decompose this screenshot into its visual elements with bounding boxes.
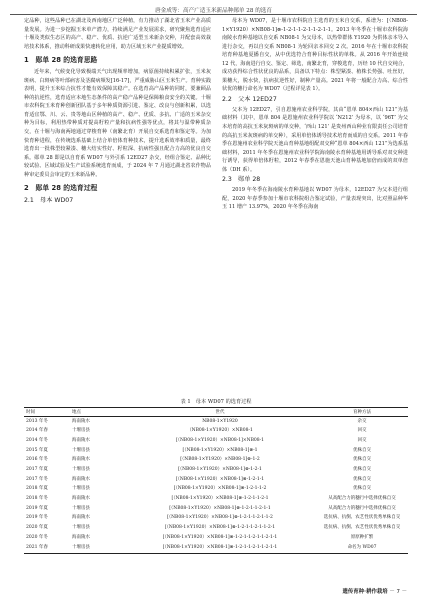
cell-generation: [（NB08-1×Y1920）×NB08-1]⊗-1-2-1-1-2-1-1-2-1-1 [162,534,278,540]
table-caption: 表 1 母本 WD07 的选育过程 [180,399,252,405]
cell-generation: （NB08-1×Y1920）×NB08-1 [187,428,253,434]
cell-generation: [（NB08-1×Y1920）×NB08-1]×NB08-1 [175,437,265,443]
table-row [24,485,408,495]
section-heading: 1 郧单 28 的选育思路 [24,56,98,65]
cell-method: 回交 [357,437,367,443]
cell-time: 2021 年春 [24,543,70,553]
cell-generation: [（NB08-1×Y1920）×NB08-1]⊗-1-2-1-1-2-1-1 [169,505,271,511]
column-header-generation: 世代 [124,408,316,417]
cell-location: 海南陵水 [72,418,90,424]
cell-time: 2018 年冬 [26,496,48,502]
cell-generation: [（NB08-1×Y1920）×NB08-1]⊗-1-2-1-1-2-1-1-2-1 [164,525,276,531]
cell-location: 十堰房县 [70,543,124,553]
cell-method: 回交 [357,428,367,434]
page-footer [342,587,407,595]
paragraph: 父本为 12ED27，引自恩施州农业科学院，其由“恩单 804×西山 121”为基础材料（其中，恩单 804 是恩施州农业科学院以 ‘N212’ 为母本，以 ‘96T’ 为父本培育的高抗玉米灰斑病的单交种，‘西山 121’ 是贵州西山种业有限责任公司培育的高抗玉米灰斑病的单交种），采用单倍体诱导技术培育而成的自交系。2011 年春季在恩施州农业科学院天池山育种基地组配双交种“恩单 804×西山 121”为选系基础材料，2011 年冬季在恩施州农业科学院海南陵水育种基地用诱导系对双交种进行诱导，获得单倍体籽粒，2012 年春季在恩施天池山育种基地加倍而成的双单倍体（DH 系）。 [222,106,408,173]
cell-method: 优株自交 [353,467,371,473]
cell-generation: [（NB08-1×Y1920）×NB08-1]⊗-1-2-1-1-2-1-1-2-1-1 [124,543,316,553]
table-row [24,446,408,456]
cell-generation: NB08-1×Y1920 [202,418,238,424]
cell-generation: [（NB08-1×Y1920）×NB08-1]⊗-1-2-1-1-2 [173,486,267,492]
cell-method: 从高配合力的穗行中选择优株自交 [328,505,396,511]
table-header-row [24,408,408,417]
cell-method: 选抗病、抗倒、农艺性状优秀单株自交 [323,515,401,521]
cell-generation: [（NB08-1×Y1920）×NB08-1]⊗-1-2-1-1 [175,476,265,482]
cell-location: 十堰房县 [72,428,90,434]
cell-method: 命名为 WD07 [316,543,408,553]
journal-section: 遗传育种·耕作栽培 [342,589,388,595]
cell-time: 2019 年冬 [26,515,48,521]
table-row [24,427,408,437]
cell-location: 十堰房县 [72,505,90,511]
cell-method: 优株自交 [353,486,371,492]
table-row [24,436,408,446]
cell-time: 2019 年夏 [26,505,48,511]
table-row [24,495,408,505]
table-1 [24,398,408,554]
cell-generation: [（NB08-1×Y1920）×NB08-1]⊗-1 [182,447,258,453]
cell-method: 选抗病、抗倒、农艺性状优秀单株自交 [323,525,401,531]
column-header-method: 育种方法 [316,408,408,417]
breeding-process-table [24,407,408,554]
cell-time: 2020 年冬 [26,534,48,540]
paragraph: 母本为 WD07，是十堰市农科院自主选育的玉米自交系，系谱为：[（NB08-1×Y1920）×NB08-1]⊗-1-2-1-1-2-1-1-2-1-1。2013 年冬季在十堰市农科院海南陵水育种基地以自交系 NB08-1 为父母本，以热带群体 Y1920 为供体亲本导入进行杂交，再以自交系 NB08-1 为轮回亲本回交 2 次。2016 年在十堰市农科院培育种基地夏播自交，从中优选符合育种目标性状的单株。从 2016 年开始连续 12 代，海南进行自交、鉴定、筛选，南繁北育，穿梭选育，历经 10 代自交纯合，成功获得综合性状优良的品系，具备以下特点：株型紧凑、植株长势强、吐丝好，果穗大，脱水快，抗病抗逆性好，制种产量高。2021 年将一般配合力高、综合性状优的穗行命名为 WD07（过程详见表 1）。 [222,18,408,93]
left-column [24,17,211,207]
paragraph: 2019 年冬季在海南陵水育种基地以 WD07 为母本，12ED27 为父本进行组配，2020 年春季参加十堰市农科院组合鉴定试验，产量表现突出，比对照品种华玉 11 增产 13.97%，2020 年冬季在海南 [222,187,408,211]
cell-location: 海南陵水 [72,515,90,521]
table-row [24,514,408,524]
subsection-heading: 2.1 母本 WD07 [24,197,74,205]
cell-time: 2014 年春 [26,428,48,434]
page-number: － 7 － [389,589,407,595]
cell-time: 2017 年夏 [26,467,48,473]
section-heading: 2 郧单 28 的选育过程 [24,184,98,193]
cell-method: 杂交 [357,418,367,424]
cell-time: 2018 年夏 [26,486,48,492]
running-header: 唐金成等：高产广适玉米新品种郧单 28 的选育 [155,8,272,14]
paragraph: 定品种，这些品种已在湖北及西南地区广泛种植，有力推动了湖北省玉米产业高质量发展。为进一步挖掘玉米单产潜力，持续满足产业发展需求，研究聚焦选育适应十堰及类似生态区的高产、稳产、优质、抗逆广适型玉米新杂交种，并配套高效栽培技术体系，推动科研成果快速转化应用，助力区域玉米产业提质增效。 [24,18,211,50]
cell-time: 2013 年冬 [26,418,48,424]
cell-time: 2015 年夏 [26,447,48,453]
cell-method: 优株自交 [353,447,371,453]
cell-location: 十堰房县 [72,486,90,492]
cell-location: 十堰房县 [72,467,90,473]
cell-time: 2020 年夏 [26,525,48,531]
table-row [24,533,408,543]
header-divider [10,14,417,15]
cell-time: 2017 年冬 [26,476,48,482]
table-row [24,543,408,553]
cell-generation: [（NB08-1×Y1920）×NB08-1]⊗-1-2-1 [178,467,262,473]
cell-method: 优株自交 [353,457,371,463]
paragraph: 近年来，气候变化导致极端天气出现频率增加，病原菌持续积累扩张，玉米灰斑病、白斑病等叶部病害及茎腐病频发[16-17]，严重威胁山区玉米生产。育种实践表明，提升玉米综合抗性才能有效保障其稳产。在选育高产品种的同时，要兼顾品种的抗逆性，选育适应本地生态条件的高产稳产品种是保障粮食安全的关键。十堰市农科院玉米育种创新团队基于多年种质资源引进、鉴定、改良与创新积累，以选育适宜鄂、川、云、贵等地山区种植的高产、稳产、优质、多抗、广适的玉米杂交种为目标，利用热带种质对提高籽粒产量和抗病性强等优点，将其与温带种质杂交，在十堰与海南两地通过穿梭育种（南繁北育）开展自交系选育和鉴定等。为加快育种进程，在传统选系基础上结合单倍体育种技术，提升选系效率和质量，最终选育出一批株型较紧凑、穗大结实性好、籽粒深、抗病性强且配合力高的优良自交系。郧单 28 即是以自育系 WD07 与外引系 12ED27 杂交，经组合鉴定、品种比较试验、区域试验及生产试验系统选育而成，于 2024 年 7 月通过湖北省农作物品种审定委员会审定的玉米新品种。 [24,69,211,178]
cell-generation: [（NB08-1×Y1920）×NB08-1]⊗-1-2 [180,457,260,463]
cell-location: 海南陵水 [72,457,90,463]
subsection-heading: 2.2 父本 12ED27 [222,95,277,103]
cell-location: 海南陵水 [72,476,90,482]
cell-location: 十堰房县 [72,447,90,453]
table-row [24,475,408,485]
cell-generation: [（NB08-1×Y1920）×NB08-1]⊗-1-2-1-1-2-1-1-2 [167,515,273,521]
table-row [24,417,408,427]
cell-generation: [（NB08-1×Y1920）×NB08-1]⊗-1-2-1-1-2-1 [171,496,269,502]
table-row [24,524,408,534]
cell-time: 2014 年冬 [26,437,48,443]
subsection-heading: 2.3 郧单 28 [222,176,261,184]
cell-time: 2016 年冬 [26,457,48,463]
cell-location: 十堰房县 [72,525,90,531]
table-row [24,465,408,475]
column-header-time: 时间 [24,408,70,417]
cell-location: 海南陵水 [72,534,90,540]
cell-method: 优株自交 [353,476,371,482]
cell-method: 从高配合力的穗行中选择优株自交 [328,496,396,502]
column-header-location: 地点 [70,408,124,417]
table-row [24,504,408,514]
cell-location: 海南陵水 [72,496,90,502]
right-column [222,17,408,212]
cell-method: 原原种扩繁 [350,534,374,540]
cell-location: 海南陵水 [72,437,90,443]
table-row [24,456,408,466]
